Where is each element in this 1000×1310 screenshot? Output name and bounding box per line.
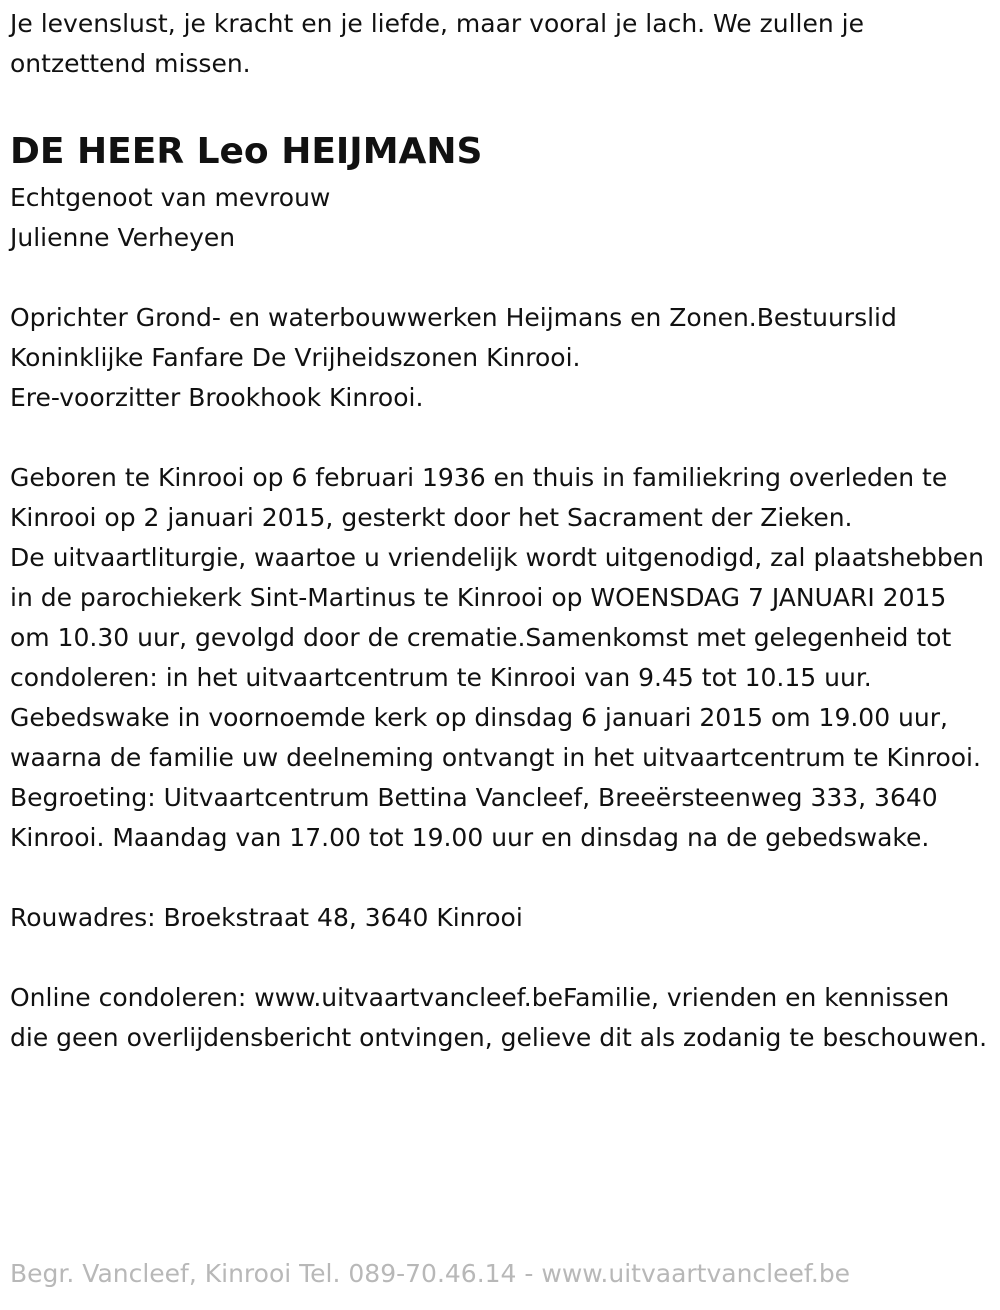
spacer	[10, 938, 990, 978]
spacer	[10, 858, 990, 898]
funeral-home-footer: Begr. Vancleef, Kinrooi Tel. 089-70.46.14 - www.uitvaartvancleef.be	[10, 1259, 851, 1288]
roles-text: Oprichter Grond- en waterbouwwerken Heijmans en Zonen.Bestuurslid Koninklijke Fanfare De Vrijheidszonen Kinrooi. Ere-voorzitter Brookhook Kinrooi.	[10, 303, 897, 412]
funeral-details: Geboren te Kinrooi op 6 februari 1936 en thuis in familiekring overleden te Kinrooi op 2 januari 2015, gesterkt door het Sacrament der Zieken. De uitvaartliturgie, waartoe u vriendelijk wordt uitgenodigd, zal plaatshebben in de parochiekerk Sint-Martinus te Kinrooi op WOENSDAG 7 JANUARI 2015 om 10.30 uur, gevolgd door de crematie.Samenkomst met gelegenheid tot condoleren: in het uitvaartcentrum te Kinrooi van 9.45 tot 10.15 uur. Gebedswake in voornoemde kerk op dinsdag 6 januari 2015 om 19.00 uur, waarna de familie uw deelneming ontvangt in het uitvaartcentrum te Kinrooi. Begroeting: Uitvaartcentrum Bettina Vancleef, Breeërsteenweg 333, 3640 Kinrooi. Maandag van 17.00 tot 19.00 uur en dinsdag na de gebedswake.	[10, 463, 984, 852]
deceased-name: DE HEER Leo HEIJMANS	[10, 131, 483, 172]
obituary-notice	[10, 4, 990, 1058]
spacer	[10, 418, 990, 458]
intro-text: Je levenslust, je kracht en je liefde, maar vooral je lach. We zullen je ontzettend missen.	[10, 9, 864, 78]
spouse-text: Echtgenoot van mevrouw Julienne Verheyen	[10, 183, 331, 252]
online-condolences: Online condoleren: www.uitvaartvancleef.beFamilie, vrienden en kennissen die geen overlijdensbericht ontvingen, gelieve dit als zodanig te beschouwen.	[10, 983, 988, 1052]
mourning-address: Rouwadres: Broekstraat 48, 3640 Kinrooi	[10, 903, 523, 932]
spacer	[10, 258, 990, 298]
